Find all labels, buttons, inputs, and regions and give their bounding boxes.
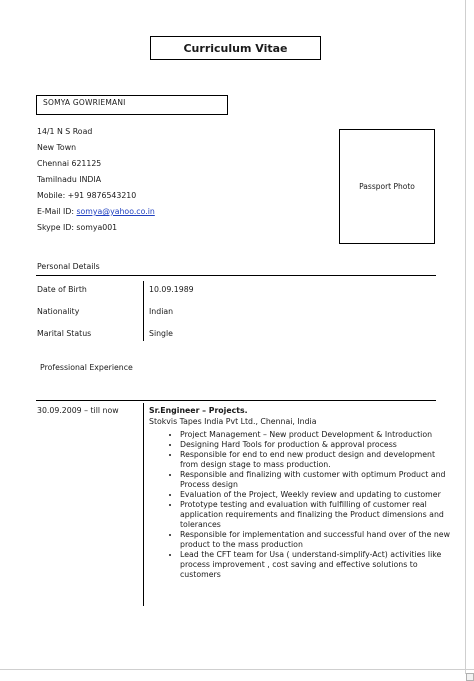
passport-photo-placeholder — [339, 129, 435, 244]
address-line-1: 14/1 N S Road — [37, 127, 93, 136]
email-link[interactable]: somya@yahoo.co.in — [76, 207, 155, 216]
experience-divider — [143, 403, 144, 606]
professional-experience-heading: Professional Experience — [40, 363, 133, 372]
list-item: • Designing Hard Tools for production & approval process — [180, 440, 450, 450]
nationality-label: Nationality — [37, 307, 80, 316]
experience-company: Stokvis Tapes India Pvt Ltd., Chennai, India — [149, 417, 317, 426]
personal-details-heading: Personal Details — [37, 262, 100, 271]
contact-block — [37, 124, 155, 236]
list-item: • Lead the CFT team for Usa ( understand-simplify-Act) activities like process improvement , cost saving and effective solutions to customers — [180, 550, 450, 580]
marital-status-value: Single — [149, 329, 173, 338]
list-item: • Prototype testing and evaluation with fulfilling of customer real application requirements and finalizing the Product dimensions and tolerances — [180, 500, 450, 530]
dob-value: 10.09.1989 — [149, 285, 194, 294]
experience-period: 30.09.2009 – till now — [37, 406, 119, 415]
address-line-2: New Town — [37, 143, 77, 152]
address-line-3: Chennai 621125 — [37, 159, 102, 168]
page-edge-right — [465, 0, 466, 674]
passport-photo-label: Passport Photo — [359, 182, 415, 191]
address-line-4: Tamilnadu INDIA — [37, 175, 102, 184]
list-item: • Evaluation of the Project, Weekly review and updating to customer — [180, 490, 450, 500]
nationality-value: Indian — [149, 307, 174, 316]
page-edge-bottom — [0, 669, 474, 670]
marital-status-label: Marital Status — [37, 329, 92, 338]
list-item: • Responsible for end to end new product design and development from design stage to mass production. — [180, 450, 450, 470]
responsibilities-list — [165, 430, 450, 580]
resize-grip-icon — [466, 673, 474, 681]
dob-label: Date of Birth — [37, 285, 87, 294]
list-item: • Responsible and finalizing with customer with optimum Product and Process design — [180, 470, 450, 490]
cv-title: Curriculum Vitae — [150, 36, 321, 60]
email-label: E-Mail ID: — [37, 207, 77, 216]
email-line — [37, 204, 155, 220]
personal-details-rule — [36, 275, 436, 276]
personal-details-divider — [143, 281, 144, 341]
mobile-number: Mobile: +91 9876543210 — [37, 191, 137, 200]
list-item: • Project Management – New product Development & Introduction — [180, 430, 450, 440]
experience-role: Sr.Engineer – Projects. — [149, 406, 248, 415]
experience-rule — [36, 400, 436, 401]
candidate-name: SOMYA GOWRIEMANI — [36, 95, 228, 115]
skype-id: Skype ID: somya001 — [37, 223, 118, 232]
list-item: • Responsible for implementation and successful hand over of the new product to the mass production — [180, 530, 450, 550]
